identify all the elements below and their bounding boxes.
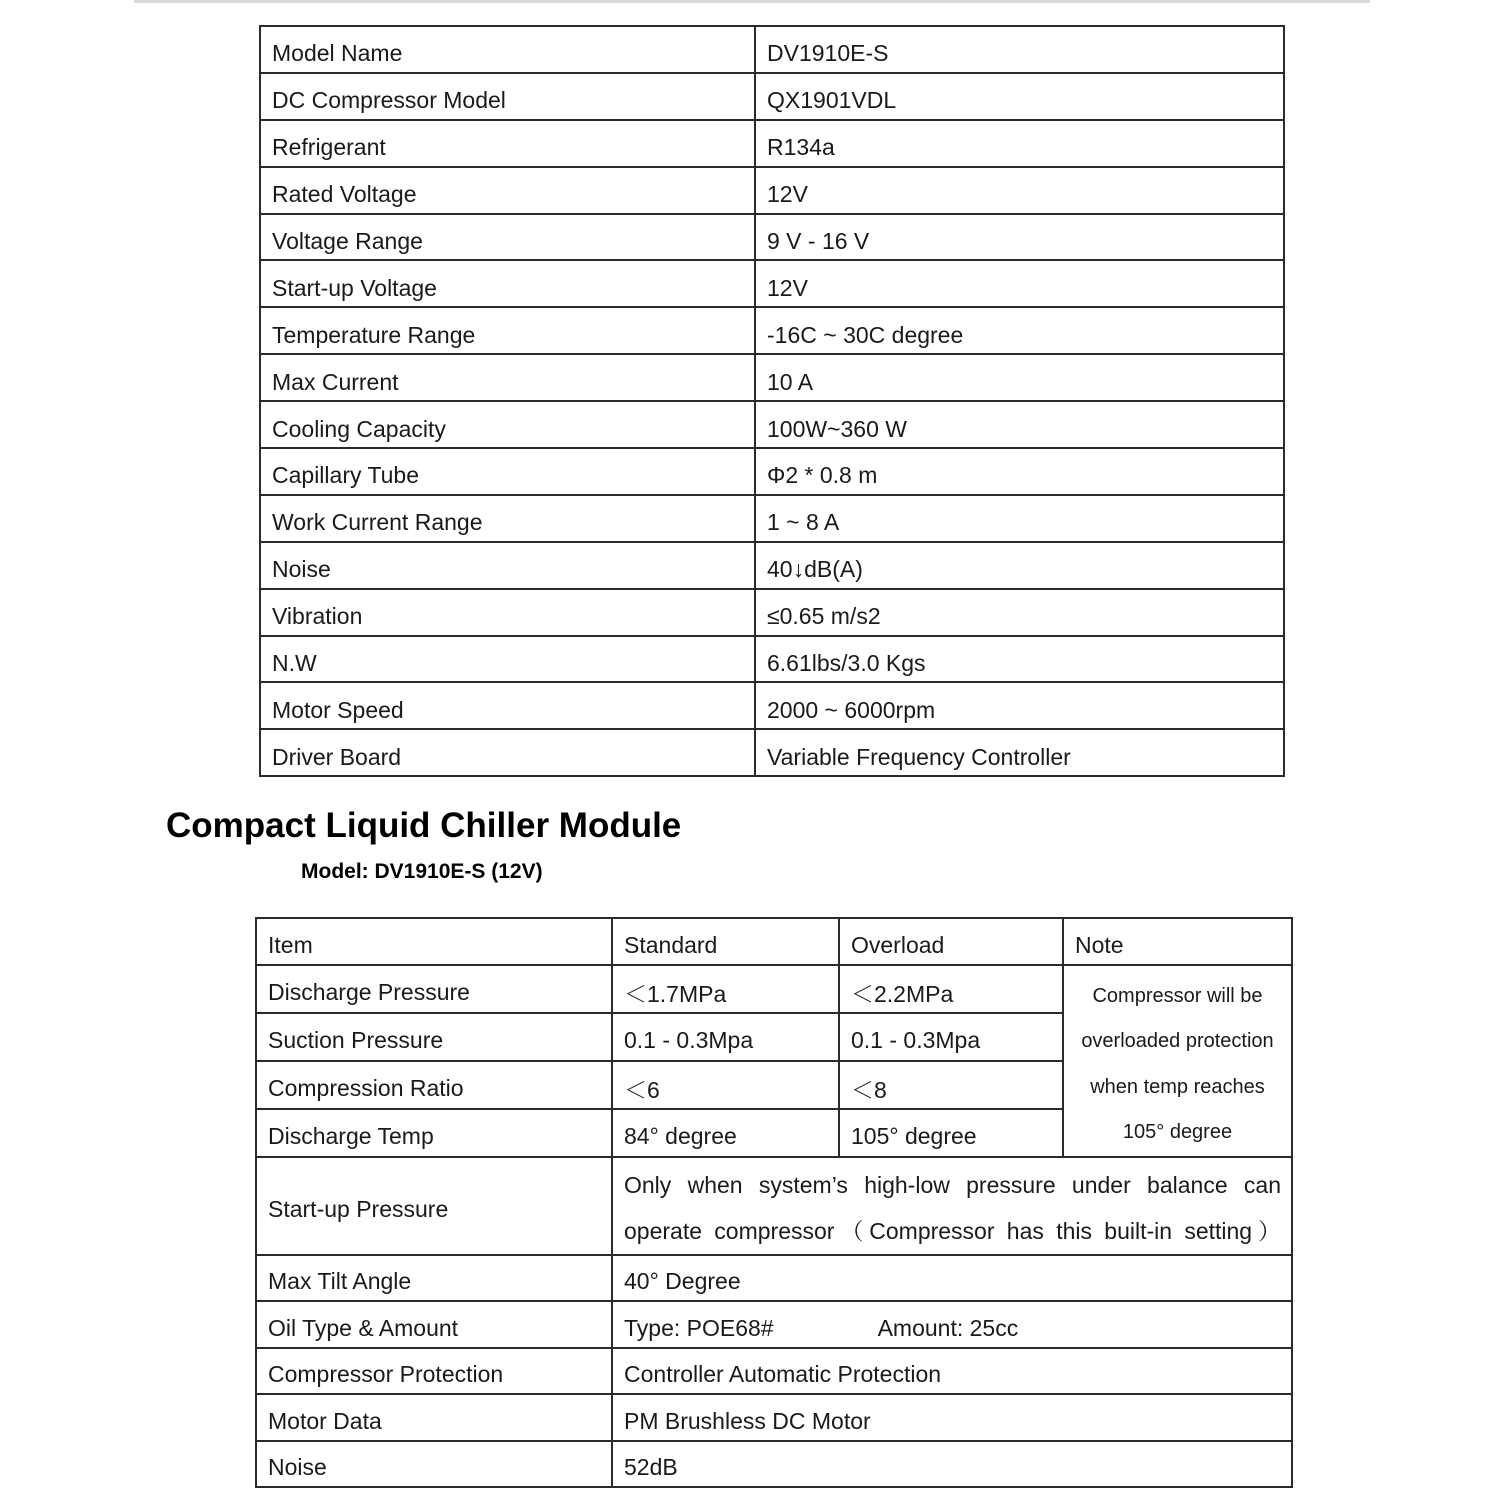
- spec-label: N.W: [260, 636, 755, 683]
- spec-value: QX1901VDL: [755, 73, 1284, 120]
- table-row: [256, 1348, 1292, 1395]
- spec-label: Noise: [260, 542, 755, 589]
- table-row: [260, 636, 1284, 683]
- header-item: Item: [256, 918, 612, 965]
- note-line: overloaded protection: [1081, 1030, 1274, 1052]
- table-row: [260, 729, 1284, 776]
- item-cell: Compression Ratio: [256, 1061, 612, 1109]
- startup-description: [612, 1157, 1292, 1255]
- spec-value: 9 V - 16 V: [755, 214, 1284, 261]
- table-row: [260, 542, 1284, 589]
- table-row: [256, 1394, 1292, 1441]
- oil-type: Type: POE68#: [624, 1314, 774, 1341]
- spec-value: Variable Frequency Controller: [755, 729, 1284, 776]
- spec-value: 2000 ~ 6000rpm: [755, 682, 1284, 729]
- spec-label: Start-up Voltage: [260, 260, 755, 307]
- item-cell: Max Tilt Angle: [256, 1255, 612, 1302]
- overload-cell: 0.1 - 0.3Mpa: [839, 1013, 1063, 1061]
- item-cell: Compressor Protection: [256, 1348, 612, 1395]
- table-row: [256, 1255, 1292, 1302]
- table-row: [260, 495, 1284, 542]
- table-header-row: [256, 918, 1292, 965]
- table-row: [260, 589, 1284, 636]
- section-subtitle: Model: DV1910E-S (12V): [301, 860, 543, 883]
- oil-amount: Amount: 25cc: [877, 1314, 1019, 1341]
- spec-value: -16C ~ 30C degree: [755, 307, 1284, 354]
- table-row: [256, 1441, 1292, 1488]
- value-cell: 52dB: [612, 1441, 1292, 1488]
- note-cell: [1063, 965, 1292, 1157]
- overload-cell: ＜8: [839, 1061, 1063, 1109]
- spec-value: ≤0.65 m/s2: [755, 589, 1284, 636]
- spec-value: 40↓dB(A): [755, 542, 1284, 589]
- table-row: [256, 1301, 1292, 1348]
- spec-value: 12V: [755, 167, 1284, 214]
- spec-table: [259, 25, 1285, 777]
- table-row: [260, 260, 1284, 307]
- spec-label: Max Current: [260, 354, 755, 401]
- note-line: when temp reaches: [1090, 1075, 1265, 1098]
- spec-label: Motor Speed: [260, 682, 755, 729]
- table-row: [256, 1157, 1292, 1255]
- table-row: [260, 307, 1284, 354]
- spec-label: Voltage Range: [260, 214, 755, 261]
- value-cell: Controller Automatic Protection: [612, 1348, 1292, 1395]
- table-row: [260, 214, 1284, 261]
- spec-label: DC Compressor Model: [260, 73, 755, 120]
- item-cell: Motor Data: [256, 1394, 612, 1441]
- table-row: [260, 354, 1284, 401]
- header-standard: Standard: [612, 918, 839, 965]
- table-row: [260, 73, 1284, 120]
- standard-cell: 0.1 - 0.3Mpa: [612, 1013, 839, 1061]
- table-row: [260, 682, 1284, 729]
- spec-label: Driver Board: [260, 729, 755, 776]
- value-cell: 40° Degree: [612, 1255, 1292, 1302]
- value-cell: PM Brushless DC Motor: [612, 1394, 1292, 1441]
- startup-line: Only when system’s high-low pressure under balance can: [624, 1171, 1281, 1198]
- spec-label: Refrigerant: [260, 120, 755, 167]
- performance-table: [255, 917, 1293, 1488]
- spec-value: Φ2 * 0.8 m: [755, 448, 1284, 495]
- header-note: Note: [1063, 918, 1292, 965]
- item-cell: Discharge Pressure: [256, 965, 612, 1013]
- spec-value: R134a: [755, 120, 1284, 167]
- spec-label: Temperature Range: [260, 307, 755, 354]
- spec-value: DV1910E-S: [755, 26, 1284, 73]
- overload-cell: 105° degree: [839, 1109, 1063, 1157]
- note-line: 105° degree: [1122, 1121, 1233, 1143]
- header-overload: Overload: [839, 918, 1063, 965]
- startup-line: operate compressor（Compressor has this built-in setting）: [624, 1217, 1281, 1244]
- spec-value: 12V: [755, 260, 1284, 307]
- item-cell: Discharge Temp: [256, 1109, 612, 1157]
- table-row: [260, 120, 1284, 167]
- spec-label: Model Name: [260, 26, 755, 73]
- item-cell: Start-up Pressure: [256, 1157, 612, 1255]
- spec-label: Rated Voltage: [260, 167, 755, 214]
- spec-label: Vibration: [260, 589, 755, 636]
- item-cell: Oil Type & Amount: [256, 1301, 612, 1348]
- table-row: [260, 26, 1284, 73]
- section-title: Compact Liquid Chiller Module: [166, 806, 682, 845]
- spec-label: Capillary Tube: [260, 448, 755, 495]
- spec-label: Cooling Capacity: [260, 401, 755, 448]
- top-divider: [134, 0, 1370, 3]
- standard-cell: ＜1.7MPa: [612, 965, 839, 1013]
- table-row: [260, 167, 1284, 214]
- spec-value: 6.61lbs/3.0 Kgs: [755, 636, 1284, 683]
- table-row: [260, 401, 1284, 448]
- oil-value-cell: [612, 1301, 1292, 1348]
- spec-value: 100W~360 W: [755, 401, 1284, 448]
- overload-cell: ＜2.2MPa: [839, 965, 1063, 1013]
- standard-cell: ＜6: [612, 1061, 839, 1109]
- table-row: [256, 965, 1292, 1013]
- standard-cell: 84° degree: [612, 1109, 839, 1157]
- spec-value: 10 A: [755, 354, 1284, 401]
- spec-value: 1 ~ 8 A: [755, 495, 1284, 542]
- note-line: Compressor will be: [1092, 984, 1263, 1007]
- spec-label: Work Current Range: [260, 495, 755, 542]
- table-row: [260, 448, 1284, 495]
- item-cell: Suction Pressure: [256, 1013, 612, 1061]
- item-cell: Noise: [256, 1441, 612, 1488]
